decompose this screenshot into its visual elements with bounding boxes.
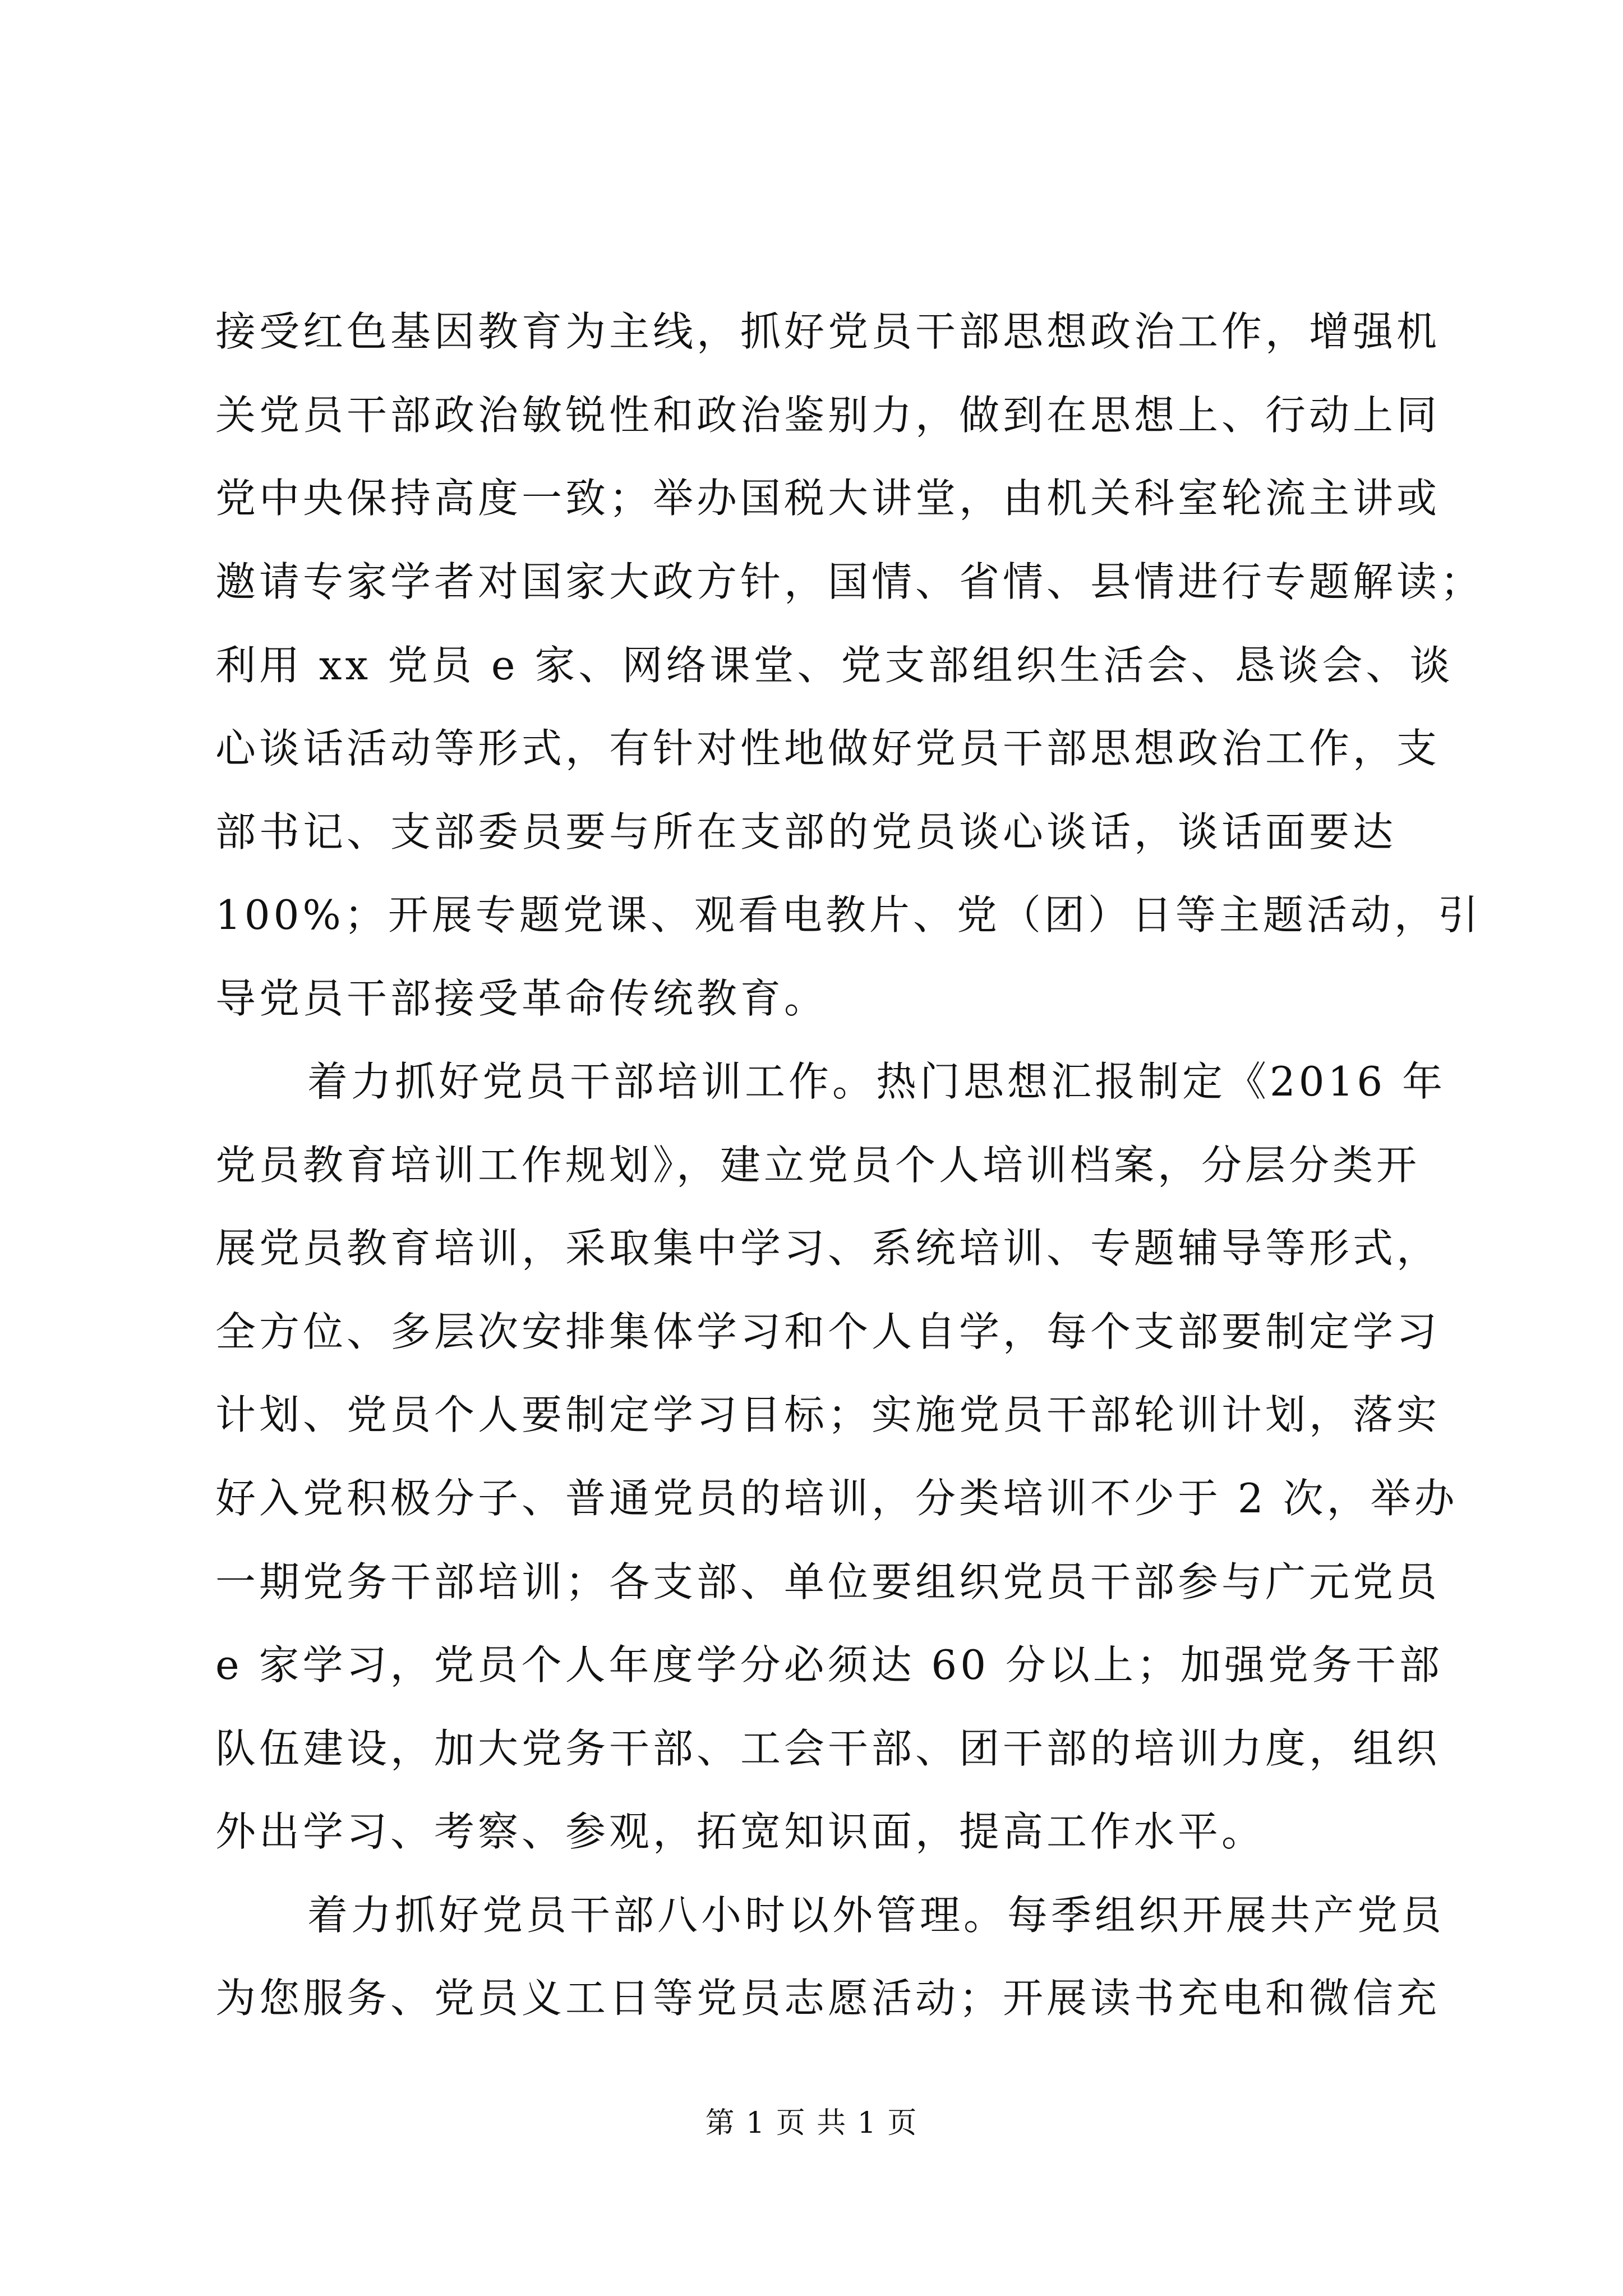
text-line: 全方位、多层次安排集体学习和个人自学，每个支部要制定学习 — [215, 1308, 1441, 1355]
text-line: 为您服务、党员义工日等党员志愿活动；开展读书充电和微信充 — [215, 1975, 1441, 2022]
page-footer: 第 1 页 共 1 页 — [705, 2106, 918, 2140]
text-line: 展党员教育培训，采取集中学习、系统培训、专题辅导等形式， — [215, 1225, 1441, 1272]
text-line: 邀请专家学者对国家大政方针，国情、省情、县情进行专题解读； — [215, 558, 1484, 605]
text-line: 部书记、支部委员要与所在支部的党员谈心谈话，谈话面要达 — [215, 808, 1397, 855]
paragraph-start-line: 着力抓好党员干部八小时以外管理。每季组织开展共产党员 — [307, 1892, 1445, 1939]
text-line: 一期党务干部培训；各支部、单位要组织党员干部参与广元党员 — [215, 1558, 1441, 1605]
text-line: 利用 xx 党员 e 家、网络课堂、党支部组织生活会、恳谈会、谈 — [215, 642, 1454, 689]
text-line: 队伍建设，加大党务干部、工会干部、团干部的培训力度，组织 — [215, 1725, 1441, 1772]
paragraph-start-line: 着力抓好党员干部培训工作。热门思想汇报制定《2016 年 — [307, 1058, 1446, 1105]
text-line: e 家学习，党员个人年度学分必须达 60 分以上；加强党务干部 — [215, 1641, 1443, 1688]
text-line: 党中央保持高度一致；举办国税大讲堂，由机关科室轮流主讲或 — [215, 475, 1441, 522]
text-line: 外出学习、考察、参观，拓宽知识面，提高工作水平。 — [215, 1808, 1266, 1855]
text-line: 好入党积极分子、普通党员的培训，分类培训不少于 2 次，举办 — [215, 1475, 1458, 1522]
text-line: 关党员干部政治敏锐性和政治鉴别力，做到在思想上、行动上同 — [215, 392, 1441, 439]
text-line: 心谈话活动等形式，有针对性地做好党员干部思想政治工作，支 — [215, 725, 1441, 772]
text-line: 计划、党员个人要制定学习目标；实施党员干部轮训计划，落实 — [215, 1391, 1441, 1438]
text-line: 100%；开展专题党课、观看电教片、党（团）日等主题活动，引 — [215, 891, 1482, 938]
text-line: 党员教育培训工作规划》，建立党员个人培训档案，分层分类开 — [215, 1142, 1421, 1189]
text-line: 接受红色基因教育为主线，抓好党员干部思想政治工作，增强机 — [215, 308, 1441, 355]
text-line: 导党员干部接受革命传统教育。 — [215, 975, 828, 1022]
